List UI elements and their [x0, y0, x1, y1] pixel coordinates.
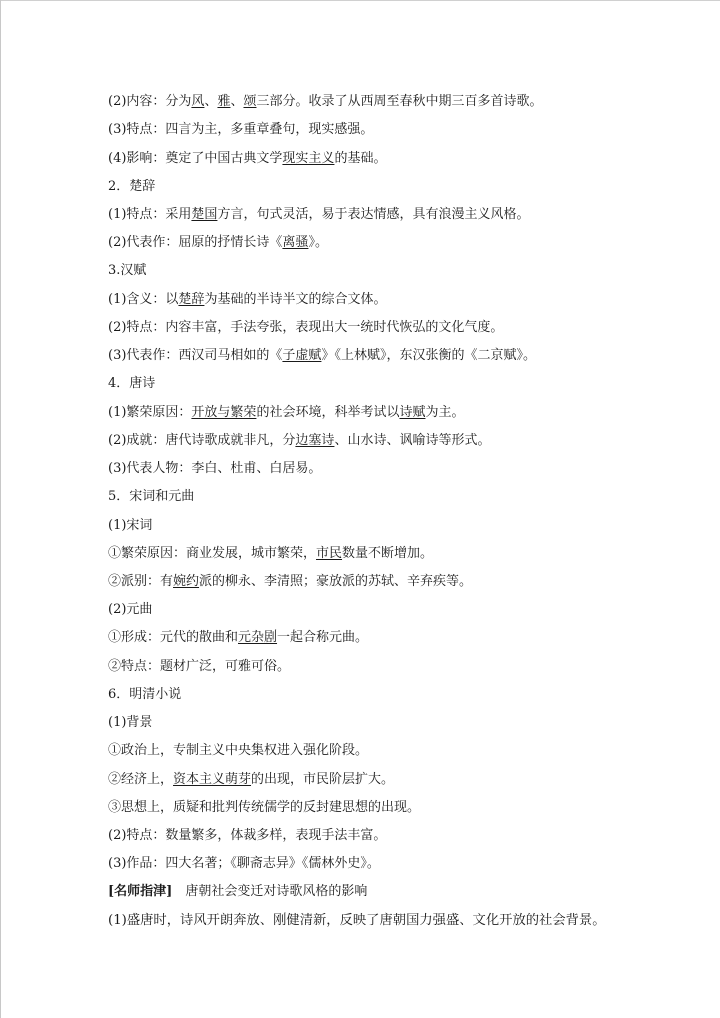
text-line: (1)盛唐时，诗风开朗奔放、刚健清新，反映了唐朝国力强盛、文化开放的社会背景。 [108, 913, 606, 928]
section-heading: 4．唐诗 [108, 376, 156, 391]
page-top-edge [0, 0, 720, 1]
section-heading: 3.汉赋 [108, 263, 147, 278]
text-line: (1)宋词 [108, 518, 153, 533]
text-line: (2)元曲 [108, 602, 153, 617]
section-heading: 6．明清小说 [108, 687, 182, 702]
underlined-term: 颂 [243, 94, 257, 109]
text-line: (2)内容：分为风、雅、颂三部分。收录了从西周至春秋中期三百多首诗歌。 [108, 94, 543, 109]
underlined-term: 楚国 [191, 207, 218, 222]
text-line: (3)作品：四大名著；《聊斋志异》《儒林外史》。 [108, 856, 380, 871]
underlined-term: 诗赋 [399, 405, 426, 420]
text-line: (1)含义：以楚辞为基础的半诗半文的综合文体。 [108, 292, 387, 307]
underlined-term: 子虚赋 [282, 348, 322, 363]
page-left-edge [0, 0, 1, 1018]
text-line: (1)特点：采用楚国方言，句式灵活，易于表达情感，具有浪漫主义风格。 [108, 207, 530, 222]
text-line: (2)代表作：屈原的抒情长诗《离骚》。 [108, 235, 328, 250]
text-line: (1)繁荣原因：开放与繁荣的社会环境，科举考试以诗赋为主。 [108, 405, 465, 420]
tip-heading: [名师指津] 唐朝社会变迁对诗歌风格的影响 [108, 884, 368, 899]
underlined-term: 离骚 [282, 235, 309, 250]
underlined-term: 现实主义 [282, 151, 335, 166]
underlined-term: 资本主义萌芽 [173, 772, 252, 787]
text-line: ②经济上，资本主义萌芽的出现，市民阶层扩大。 [108, 772, 395, 787]
underlined-term: 楚辞 [178, 292, 205, 307]
text-line: ①政治上，专制主义中央集权进入强化阶段。 [108, 743, 369, 758]
text-line: ②派别：有婉约派的柳永、李清照；豪放派的苏轼、辛弃疾等。 [108, 574, 473, 589]
text-line: ②特点：题材广泛，可雅可俗。 [108, 659, 291, 674]
text-line: ①繁荣原因：商业发展，城市繁荣，市民数量不断增加。 [108, 546, 434, 561]
text-line: (3)特点：四言为主，多重章叠句，现实感强。 [108, 122, 374, 137]
underlined-term: 风 [191, 94, 205, 109]
text-line: (1)背景 [108, 715, 153, 730]
text-line: (3)代表作：西汉司马相如的《子虚赋》《上林赋》，东汉张衡的《二京赋》。 [108, 348, 536, 363]
underlined-term: 边塞诗 [295, 433, 335, 448]
underlined-term: 雅 [217, 94, 231, 109]
underlined-term: 元杂剧 [238, 630, 278, 645]
text-line: (2)特点：内容丰富，手法夸张，表现出大一统时代恢弘的文化气度。 [108, 320, 504, 335]
text-line: (2)成就：唐代诗歌成就非凡，分边塞诗、山水诗、讽喻诗等形式。 [108, 433, 491, 448]
text-line: (2)特点：数量繁多，体裁多样，表现手法丰富。 [108, 828, 387, 843]
section-heading: 2．楚辞 [108, 179, 156, 194]
underlined-term: 婉约 [173, 574, 200, 589]
text-line: (4)影响：奠定了中国古典文学现实主义的基础。 [108, 151, 387, 166]
text-line: ①形成：元代的散曲和元杂剧一起合称元曲。 [108, 630, 369, 645]
text-line: (3)代表人物：李白、杜甫、白居易。 [108, 461, 322, 476]
text-line: ③思想上，质疑和批判传统儒学的反封建思想的出现。 [108, 800, 421, 815]
section-heading: 5．宋词和元曲 [108, 489, 195, 504]
tip-label: [名师指津] [108, 884, 173, 899]
underlined-term: 开放与繁荣 [191, 405, 257, 420]
underlined-term: 市民 [316, 546, 343, 561]
